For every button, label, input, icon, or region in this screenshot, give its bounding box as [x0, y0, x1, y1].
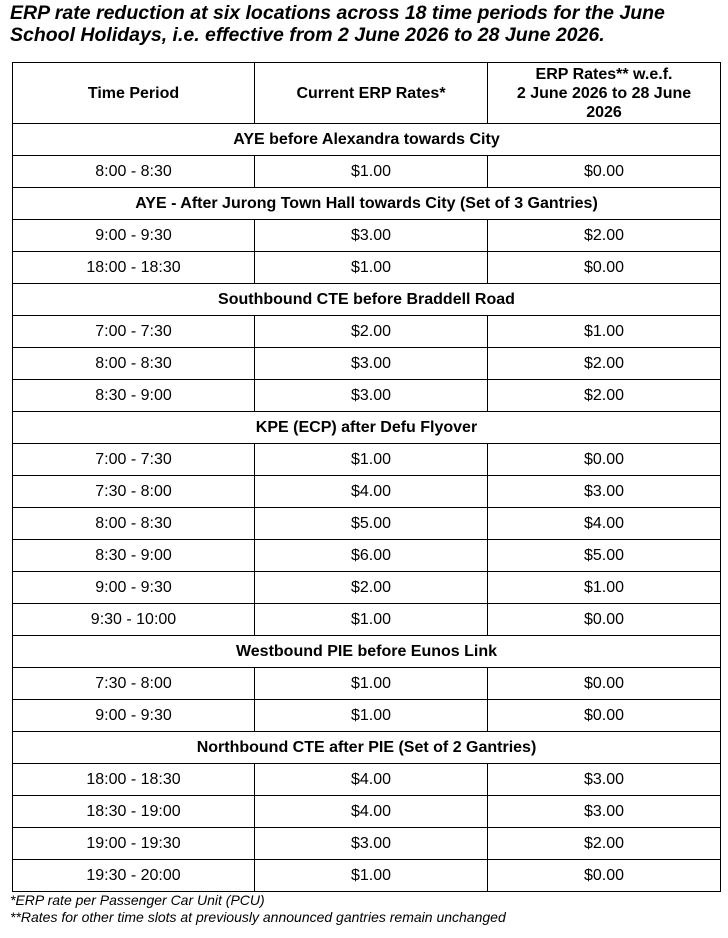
- current-rate-cell: $3.00: [255, 380, 488, 412]
- new-rate-cell: $1.00: [488, 316, 721, 348]
- table-row: [13, 348, 721, 380]
- current-rate-cell: $1.00: [255, 604, 488, 636]
- table-row: [13, 828, 721, 860]
- new-rate-cell: $4.00: [488, 508, 721, 540]
- new-rate-cell: $3.00: [488, 796, 721, 828]
- new-rate-cell: $5.00: [488, 540, 721, 572]
- location-name: Westbound PIE before Eunos Link: [13, 636, 721, 668]
- new-rate-cell: $0.00: [488, 668, 721, 700]
- time-period-cell: 9:00 - 9:30: [13, 572, 255, 604]
- table-row: [13, 476, 721, 508]
- time-period-cell: 9:00 - 9:30: [13, 700, 255, 732]
- location-row: [13, 188, 721, 220]
- current-rate-cell: $4.00: [255, 764, 488, 796]
- time-period-cell: 9:30 - 10:00: [13, 604, 255, 636]
- time-period-cell: 7:30 - 8:00: [13, 476, 255, 508]
- header-new-rates: [488, 63, 721, 124]
- current-rate-cell: $3.00: [255, 220, 488, 252]
- page-title: ERP rate reduction at six locations across 18 time periods for the June School Holidays, i.e. effective from 2 June 2026 to 28 June 2026.: [10, 2, 665, 46]
- location-row: [13, 732, 721, 764]
- header-new-rates-line2: 2 June 2026 to 28 June: [516, 84, 692, 102]
- table-row: [13, 572, 721, 604]
- new-rate-cell: $0.00: [488, 252, 721, 284]
- new-rate-cell: $0.00: [488, 156, 721, 188]
- table-row: [13, 540, 721, 572]
- location-name: KPE (ECP) after Defu Flyover: [13, 412, 721, 444]
- location-name: Northbound CTE after PIE (Set of 2 Gantries): [13, 732, 721, 764]
- table-row: [13, 764, 721, 796]
- time-period-cell: 19:00 - 19:30: [13, 828, 255, 860]
- current-rate-cell: $6.00: [255, 540, 488, 572]
- header-current-rates: Current ERP Rates*: [255, 63, 488, 124]
- time-period-cell: 19:30 - 20:00: [13, 860, 255, 892]
- table-row: [13, 156, 721, 188]
- new-rate-cell: $0.00: [488, 860, 721, 892]
- header-new-rates-line1: ERP Rates** w.e.f.: [535, 65, 673, 83]
- current-rate-cell: $2.00: [255, 316, 488, 348]
- location-name: Southbound CTE before Braddell Road: [13, 284, 721, 316]
- table-row: [13, 860, 721, 892]
- time-period-cell: 18:00 - 18:30: [13, 252, 255, 284]
- current-rate-cell: $4.00: [255, 476, 488, 508]
- time-period-cell: 7:00 - 7:30: [13, 316, 255, 348]
- footnote-unchanged: **Rates for other time slots at previously announced gantries remain unchanged: [10, 909, 506, 925]
- time-period-cell: 8:00 - 8:30: [13, 348, 255, 380]
- header-time-period: Time Period: [13, 63, 255, 124]
- current-rate-cell: $1.00: [255, 668, 488, 700]
- table-row: [13, 444, 721, 476]
- time-period-cell: 9:00 - 9:30: [13, 220, 255, 252]
- current-rate-cell: $1.00: [255, 700, 488, 732]
- table-header: [13, 63, 721, 124]
- current-rate-cell: $1.00: [255, 860, 488, 892]
- table-row: [13, 316, 721, 348]
- table-row: [13, 380, 721, 412]
- new-rate-cell: $3.00: [488, 476, 721, 508]
- current-rate-cell: $1.00: [255, 252, 488, 284]
- table-row: [13, 700, 721, 732]
- table-row: [13, 796, 721, 828]
- table-row: [13, 668, 721, 700]
- new-rate-cell: $3.00: [488, 764, 721, 796]
- table-row: [13, 252, 721, 284]
- location-name: AYE before Alexandra towards City: [13, 124, 721, 156]
- footnotes: [10, 892, 720, 926]
- new-rate-cell: $2.00: [488, 348, 721, 380]
- location-row: [13, 284, 721, 316]
- new-rate-cell: $0.00: [488, 444, 721, 476]
- location-row: [13, 412, 721, 444]
- time-period-cell: 7:30 - 8:00: [13, 668, 255, 700]
- new-rate-cell: $2.00: [488, 380, 721, 412]
- time-period-cell: 8:00 - 8:30: [13, 156, 255, 188]
- current-rate-cell: $3.00: [255, 348, 488, 380]
- table-body: [13, 124, 721, 892]
- current-rate-cell: $2.00: [255, 572, 488, 604]
- table-row: [13, 508, 721, 540]
- new-rate-cell: $2.00: [488, 828, 721, 860]
- location-row: [13, 124, 721, 156]
- erp-rate-table: [12, 62, 721, 892]
- current-rate-cell: $1.00: [255, 156, 488, 188]
- new-rate-cell: $0.00: [488, 604, 721, 636]
- current-rate-cell: $5.00: [255, 508, 488, 540]
- time-period-cell: 8:30 - 9:00: [13, 540, 255, 572]
- current-rate-cell: $1.00: [255, 444, 488, 476]
- new-rate-cell: $1.00: [488, 572, 721, 604]
- header-new-rates-line3: 2026: [586, 103, 622, 121]
- new-rate-cell: $0.00: [488, 700, 721, 732]
- location-row: [13, 636, 721, 668]
- table-row: [13, 604, 721, 636]
- footnote-pcu: *ERP rate per Passenger Car Unit (PCU): [10, 892, 265, 908]
- table-row: [13, 220, 721, 252]
- time-period-cell: 7:00 - 7:30: [13, 444, 255, 476]
- time-period-cell: 18:00 - 18:30: [13, 764, 255, 796]
- current-rate-cell: $3.00: [255, 828, 488, 860]
- current-rate-cell: $4.00: [255, 796, 488, 828]
- time-period-cell: 8:00 - 8:30: [13, 508, 255, 540]
- time-period-cell: 18:30 - 19:00: [13, 796, 255, 828]
- new-rate-cell: $2.00: [488, 220, 721, 252]
- location-name: AYE - After Jurong Town Hall towards City (Set of 3 Gantries): [13, 188, 721, 220]
- time-period-cell: 8:30 - 9:00: [13, 380, 255, 412]
